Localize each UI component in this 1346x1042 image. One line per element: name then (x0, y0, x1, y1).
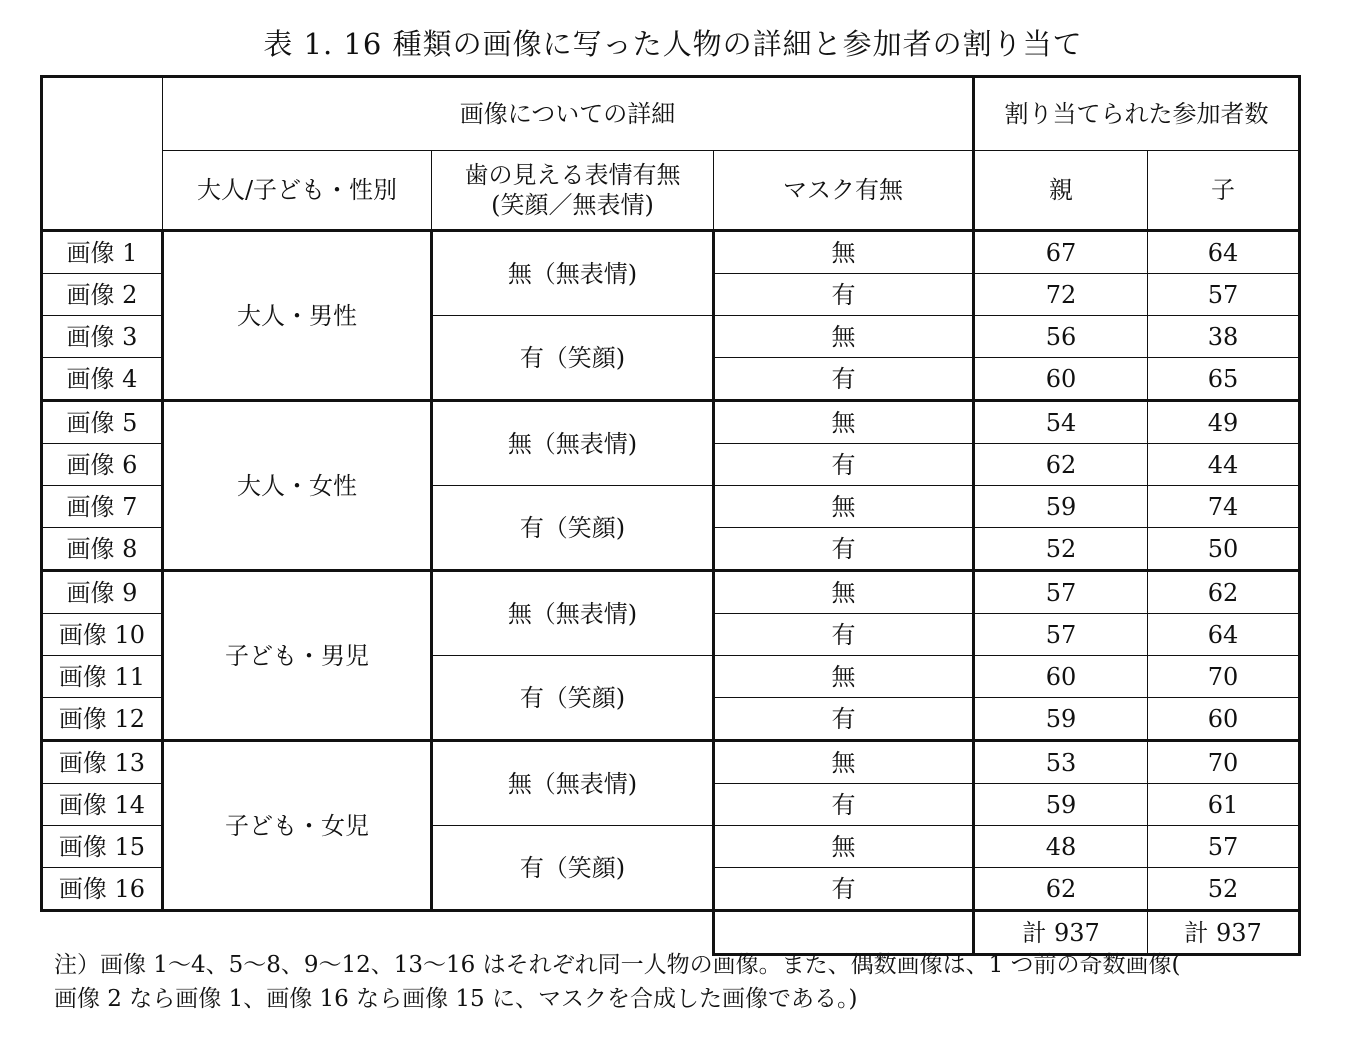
child-total-cell: 計 937 (1148, 911, 1300, 955)
image-header-blank (42, 77, 163, 231)
image-id-cell: 画像 9 (42, 571, 163, 614)
image-id-cell: 画像 16 (42, 868, 163, 911)
image-id-cell: 画像 5 (42, 401, 163, 444)
expression-cell: 無（無表情) (432, 571, 714, 656)
parent-count-cell: 59 (974, 784, 1148, 826)
child-count-cell: 60 (1148, 698, 1300, 741)
child-count-cell: 70 (1148, 656, 1300, 698)
child-count-cell: 70 (1148, 741, 1300, 784)
mask-cell: 無 (714, 826, 974, 868)
teeth-header-line2: (笑顔／無表情) (491, 191, 654, 219)
teeth-header-line1: 歯の見える表情有無 (464, 161, 681, 189)
image-id-cell: 画像 2 (42, 274, 163, 316)
participant-allocation-table (40, 75, 1301, 956)
expression-cell: 無（無表情) (432, 231, 714, 316)
image-id-cell: 画像 3 (42, 316, 163, 358)
image-id-cell: 画像 7 (42, 486, 163, 528)
image-id-cell: 画像 13 (42, 741, 163, 784)
parent-count-cell: 57 (974, 614, 1148, 656)
mask-cell: 有 (714, 868, 974, 911)
mask-cell: 無 (714, 571, 974, 614)
parent-count-cell: 56 (974, 316, 1148, 358)
mask-cell: 有 (714, 698, 974, 741)
parent-count-cell: 72 (974, 274, 1148, 316)
table-title: 表 1. 16 種類の画像に写った人物の詳細と参加者の割り当て (263, 27, 1083, 61)
table-row (42, 401, 1300, 444)
image-id-cell: 画像 10 (42, 614, 163, 656)
child-count-cell: 44 (1148, 444, 1300, 486)
image-id-cell: 画像 11 (42, 656, 163, 698)
child-count-cell: 57 (1148, 274, 1300, 316)
mask-cell: 有 (714, 784, 974, 826)
footnote-line1: 注）画像 1～4、5～8、9～12、13～16 はそれぞれ同一人物の画像。また、偶数画像は、1 つ前の奇数画像( (54, 952, 1181, 978)
parent-count-cell: 60 (974, 358, 1148, 401)
child-count-cell: 50 (1148, 528, 1300, 571)
mask-cell: 無 (714, 231, 974, 274)
image-id-cell: 画像 15 (42, 826, 163, 868)
mask-cell: 無 (714, 401, 974, 444)
footnote (54, 948, 1324, 1016)
person-group-cell: 大人・女性 (163, 401, 432, 571)
person-group-cell: 子ども・女児 (163, 741, 432, 911)
person-column-header: 大人/子ども・性別 (163, 151, 432, 231)
image-id-cell: 画像 6 (42, 444, 163, 486)
parent-count-cell: 67 (974, 231, 1148, 274)
child-count-cell: 38 (1148, 316, 1300, 358)
parent-column-header: 親 (974, 151, 1148, 231)
mask-cell: 有 (714, 614, 974, 656)
parent-count-cell: 59 (974, 486, 1148, 528)
allocation-group-header: 割り当てられた参加者数 (974, 77, 1300, 151)
expression-cell: 有（笑顔) (432, 486, 714, 571)
parent-count-cell: 62 (974, 868, 1148, 911)
child-count-cell: 49 (1148, 401, 1300, 444)
image-id-cell: 画像 14 (42, 784, 163, 826)
child-count-cell: 65 (1148, 358, 1300, 401)
image-id-cell: 画像 12 (42, 698, 163, 741)
expression-cell: 無（無表情) (432, 741, 714, 826)
parent-count-cell: 54 (974, 401, 1148, 444)
mask-cell: 無 (714, 486, 974, 528)
child-count-cell: 74 (1148, 486, 1300, 528)
parent-count-cell: 53 (974, 741, 1148, 784)
table-row (42, 571, 1300, 614)
image-id-cell: 画像 4 (42, 358, 163, 401)
mask-cell: 有 (714, 358, 974, 401)
parent-count-cell: 59 (974, 698, 1148, 741)
mask-cell: 有 (714, 274, 974, 316)
image-id-cell: 画像 8 (42, 528, 163, 571)
mask-column-header: マスク有無 (714, 151, 974, 231)
expression-cell: 無（無表情) (432, 401, 714, 486)
child-count-cell: 64 (1148, 614, 1300, 656)
expression-cell: 有（笑顔) (432, 656, 714, 741)
child-count-cell: 61 (1148, 784, 1300, 826)
details-group-header: 画像についての詳細 (163, 77, 974, 151)
child-count-cell: 52 (1148, 868, 1300, 911)
table-row (42, 741, 1300, 784)
parent-count-cell: 48 (974, 826, 1148, 868)
teeth-column-header (432, 151, 714, 231)
child-count-cell: 57 (1148, 826, 1300, 868)
footnote-line2: 画像 2 なら画像 1、画像 16 なら画像 15 に、マスクを合成した画像である。) (54, 986, 858, 1012)
parent-count-cell: 60 (974, 656, 1148, 698)
mask-cell: 無 (714, 316, 974, 358)
parent-count-cell: 57 (974, 571, 1148, 614)
child-count-cell: 62 (1148, 571, 1300, 614)
expression-cell: 有（笑顔) (432, 316, 714, 401)
child-column-header: 子 (1148, 151, 1300, 231)
person-group-cell: 子ども・男児 (163, 571, 432, 741)
child-count-cell: 64 (1148, 231, 1300, 274)
parent-count-cell: 52 (974, 528, 1148, 571)
mask-cell: 無 (714, 656, 974, 698)
mask-cell: 有 (714, 528, 974, 571)
parent-total-cell: 計 937 (974, 911, 1148, 955)
person-group-cell: 大人・男性 (163, 231, 432, 401)
expression-cell: 有（笑顔) (432, 826, 714, 911)
image-id-cell: 画像 1 (42, 231, 163, 274)
mask-cell: 有 (714, 444, 974, 486)
mask-cell: 無 (714, 741, 974, 784)
table-row (42, 231, 1300, 274)
parent-count-cell: 62 (974, 444, 1148, 486)
